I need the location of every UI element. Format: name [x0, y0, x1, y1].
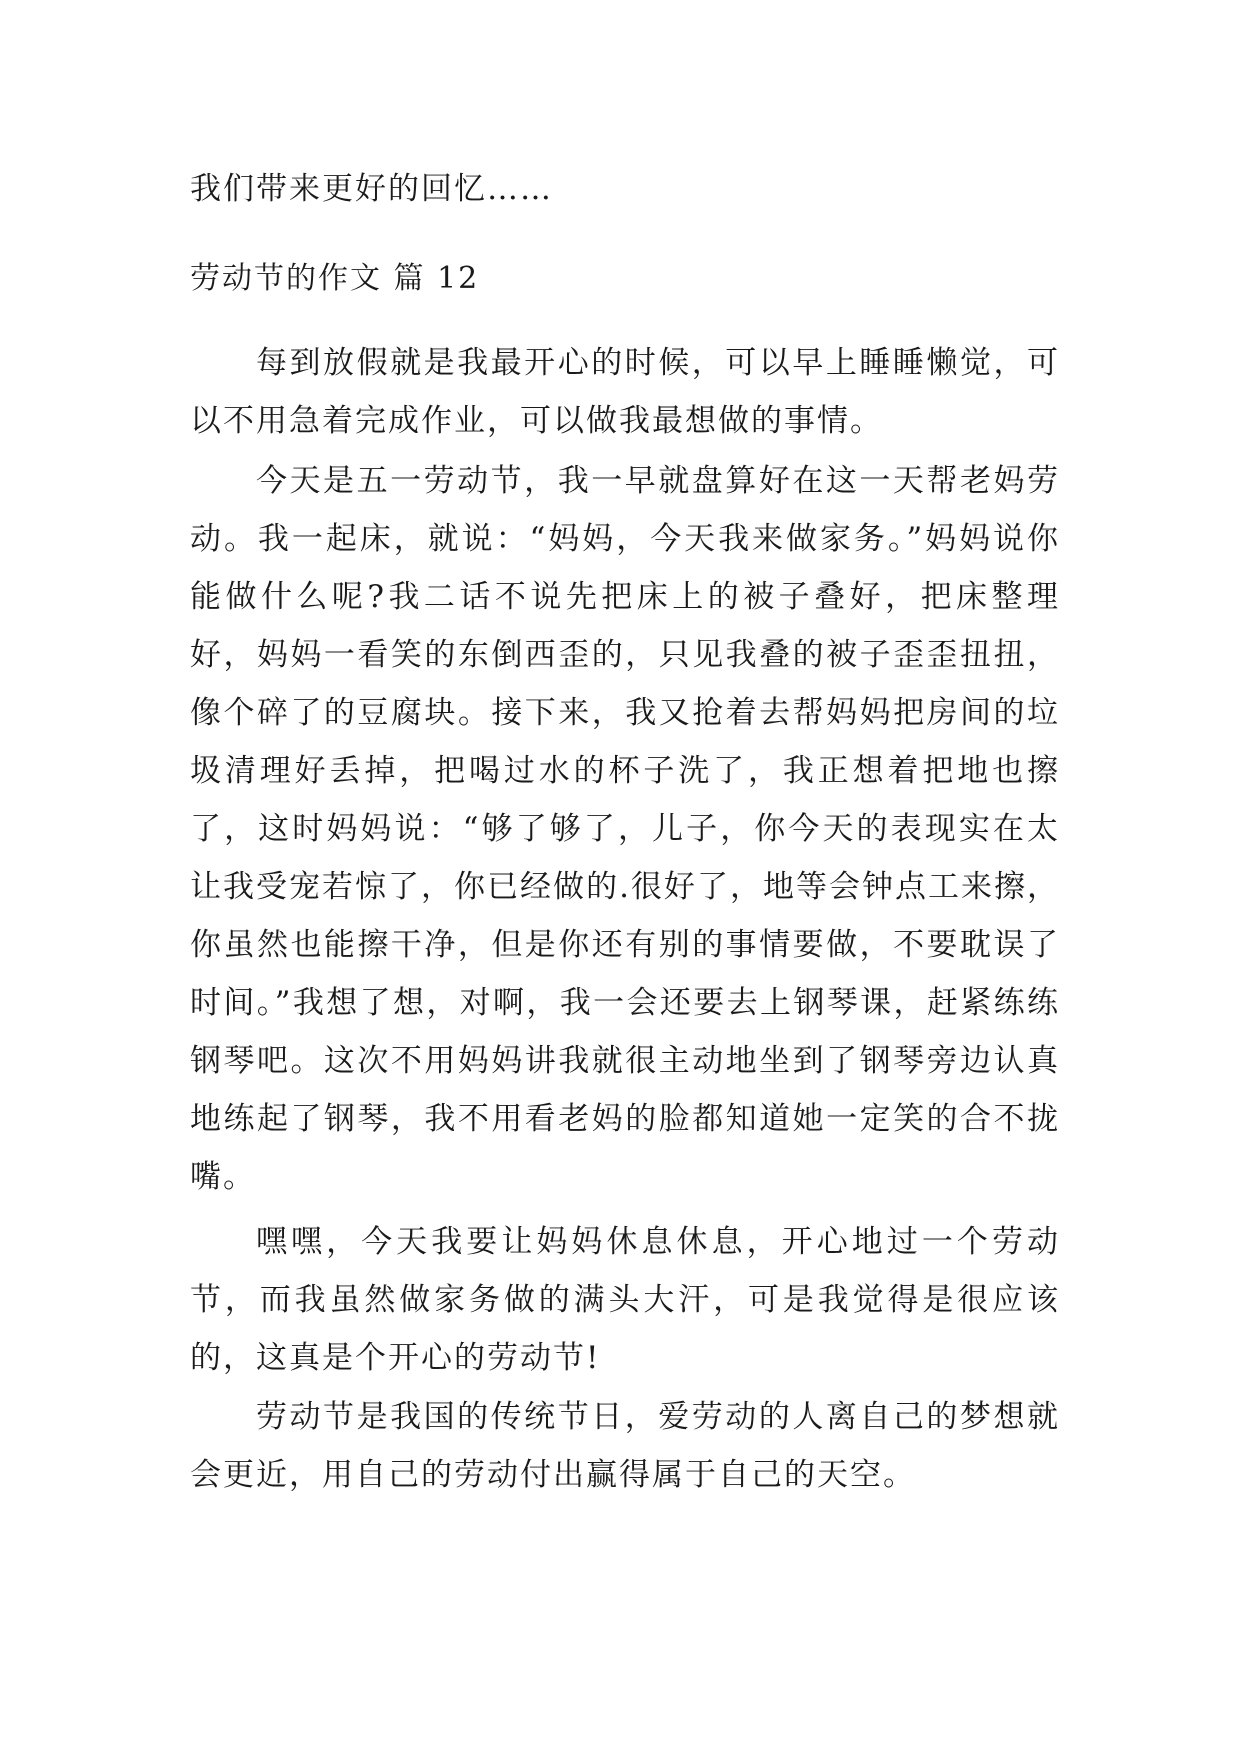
paragraph-3: 嘿嘿，今天我要让妈妈休息休息，开心地过一个劳动节，而我虽然做家务做的满头大汗，可是我觉得是很应该的，这真是个开心的劳动节!	[190, 1224, 1060, 1376]
paragraph-4: 劳动节是我国的传统节日，爱劳动的人离自己的梦想就会更近，用自己的劳动付出赢得属于自己的天空。	[190, 1399, 1060, 1493]
section-title: 劳动节的作文 篇 12	[190, 261, 480, 296]
paragraph-2: 今天是五一劳动节，我一早就盘算好在这一天帮老妈劳动。我一起床，就说：“妈妈，今天我来做家务。”妈妈说你能做什么呢?我二话不说先把床上的被子叠好，把床整理好，妈妈一看笑的东倒西歪的，只见我叠的被子歪歪扭扭，像个碎了的豆腐块。接下来，我又抢着去帮妈妈把房间的垃圾清理好丢掉，把喝过水的杯子洗了，我正想着把地也擦了，这时妈妈说：“够了够了，儿子，你今天的表现实在太让我受宠若惊了，你已经做的.很好了，地等会钟点工来擦，你虽然也能擦干净，但是你还有别的事情要做，不要耽误了时间。”我想了想，对啊，我一会还要去上钢琴课，赶紧练练钢琴吧。这次不用妈妈讲我就很主动地坐到了钢琴旁边认真地练起了钢琴，我不用看老妈的脸都知道她一定笑的合不拢嘴。	[190, 463, 1060, 1195]
continuation-text: 我们带来更好的回忆……	[190, 171, 553, 207]
paragraph-1: 每到放假就是我最开心的时候，可以早上睡睡懒觉，可以不用急着完成作业，可以做我最想做的事情。	[190, 345, 1060, 439]
